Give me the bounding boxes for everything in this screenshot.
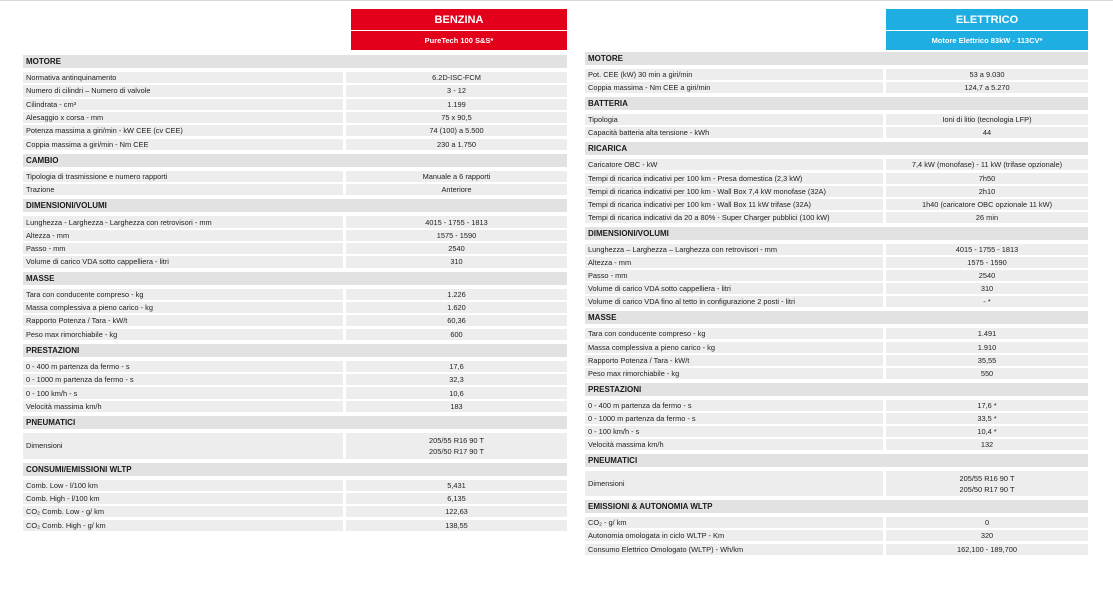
spec-label: Rapporto Potenza / Tara - kW/t [23, 315, 343, 326]
spec-row [585, 270, 1088, 281]
spec-value-line: 550 [980, 368, 994, 378]
spec-value [886, 368, 1088, 379]
spec-value-line: 1575 - 1590 [436, 230, 477, 240]
spec-value [886, 439, 1088, 450]
spec-value [346, 72, 567, 83]
spec-label: Comb. High - l/100 km [23, 493, 343, 504]
spec-label: Peso max rimorchiabile - kg [23, 329, 343, 340]
spec-value-line: Manuale a 6 rapporti [422, 171, 491, 181]
spec-value [886, 530, 1088, 541]
spec-label: Tara con conducente compreso - kg [585, 328, 883, 339]
spec-row [23, 302, 567, 313]
spec-value [346, 139, 567, 150]
spec-value [886, 283, 1088, 294]
spec-row [585, 283, 1088, 294]
spec-value [886, 114, 1088, 125]
spec-value [886, 471, 1088, 496]
spec-value-line: 3 - 12 [447, 86, 466, 96]
spec-value [346, 230, 567, 241]
spec-value-line: 2540 [448, 244, 465, 254]
spec-label: 0 - 1000 m partenza da fermo - s [585, 413, 883, 424]
section-header: PNEUMATICI [585, 454, 1088, 467]
spec-label: Alesaggio x corsa - mm [23, 112, 343, 123]
spec-value-line: 74 (100) a 5.500 [429, 126, 484, 136]
spec-value-line: 320 [980, 531, 994, 541]
spec-value-line: 122,63 [445, 507, 468, 517]
spec-row [23, 85, 567, 96]
spec-value [886, 173, 1088, 184]
spec-value [346, 329, 567, 340]
spec-value [346, 256, 567, 267]
spec-label: 0 - 100 km/h - s [23, 387, 343, 398]
spec-value-line: Ioni di litio (tecnologia LFP) [942, 115, 1032, 125]
spec-value-line: 10,4 * [977, 427, 997, 436]
spec-value [886, 257, 1088, 268]
spec-row [23, 289, 567, 300]
spec-label: Lunghezza – Larghezza – Larghezza con retrovisori - mm [585, 244, 883, 255]
spec-label: Normativa antinquinamento [23, 72, 343, 83]
spec-value-line: 1575 - 1590 [967, 258, 1007, 267]
spec-value [886, 355, 1088, 366]
elettrico-engine-label: Motore Elettrico 83kW - 113CV* [886, 31, 1088, 50]
spec-label: Tempi di ricarica indicativi per 100 km - Presa domestica (2,3 kW) [585, 173, 883, 184]
spec-value-line: 53 a 9.030 [969, 70, 1005, 79]
spec-row [585, 69, 1088, 80]
spec-value-line: 5,431 [447, 480, 466, 490]
spec-value-line: 1.620 [447, 303, 466, 313]
spec-value-line: 60,36 [447, 316, 466, 326]
spec-value-line: 205/50 R17 90 T [429, 446, 484, 456]
spec-label: Tipologia di trasmissione e numero rapporti [23, 171, 343, 182]
top-rule [0, 0, 1113, 1]
spec-value-line: 138,55 [445, 520, 468, 530]
benzina-engine-label: PureTech 100 S&S* [351, 31, 567, 50]
spec-label: Coppia massima - Nm CEE a giri/min [585, 82, 883, 93]
spec-row [585, 186, 1088, 197]
spec-value-line: 33,5 * [977, 413, 997, 423]
spec-row [585, 400, 1088, 411]
spec-value-line: 2540 [978, 271, 996, 281]
spec-value [886, 212, 1088, 223]
spec-value-line: 1.199 [447, 99, 466, 109]
spec-row [23, 72, 567, 83]
spec-row [23, 112, 567, 123]
spec-label: Peso max rimorchiabile - kg [585, 368, 883, 379]
section-header: MASSE [585, 311, 1088, 324]
spec-value-line: 132 [980, 440, 994, 450]
spec-row [23, 99, 567, 110]
spec-row [585, 439, 1088, 450]
spec-row [585, 517, 1088, 528]
spec-value-line: 4015 - 1755 - 1813 [955, 244, 1019, 254]
spec-value-line: 26 min [975, 212, 999, 222]
spec-value-line: 7h50 [978, 173, 996, 183]
spec-row [23, 243, 567, 254]
spec-value-line: 2h10 [978, 186, 996, 196]
spec-value-line: - * [983, 297, 991, 307]
spec-label: Altezza - mm [23, 230, 343, 241]
spec-label: Volume di carico VDA sotto cappelliera - litri [23, 256, 343, 267]
spec-label: Velocità massima km/h [585, 439, 883, 450]
spec-value [886, 517, 1088, 528]
spec-label: Altezza - mm [585, 257, 883, 268]
spec-row [23, 125, 567, 136]
spec-value-line: 162,100 - 189,700 [957, 544, 1017, 554]
spec-label: Consumo Elettrico Omologato (WLTP) - Wh/km [585, 544, 883, 555]
spec-value [346, 480, 567, 491]
spec-label: 0 - 400 m partenza da fermo - s [585, 400, 883, 411]
spec-value [886, 413, 1088, 424]
spec-label: Capacità batteria alta tensione - kWh [585, 127, 883, 138]
spec-value-line: 17,6 * [977, 400, 997, 410]
spec-row [23, 361, 567, 372]
spec-value [346, 387, 567, 398]
spec-row [585, 413, 1088, 424]
spec-label: 0 - 100 km/h - s [585, 426, 883, 437]
spec-value [886, 82, 1088, 93]
spec-value [346, 99, 567, 110]
spec-label: Potenza massima a giri/min - kW CEE (cv CEE) [23, 125, 343, 136]
spec-label: Tempi di ricarica indicativi per 100 km - Wall Box 11 kW trifase (32A) [585, 199, 883, 210]
spec-row [23, 315, 567, 326]
spec-row [585, 426, 1088, 437]
spec-row [23, 506, 567, 517]
spec-value-line: 10,6 [449, 388, 464, 398]
spec-label: CO₂ Comb. Low - g/ km [23, 506, 343, 517]
section-header: EMISSIONI & AUTONOMIA WLTP [585, 500, 1088, 513]
spec-row [23, 401, 567, 412]
spec-row [23, 230, 567, 241]
spec-row [585, 328, 1088, 339]
section-header: MOTORE [23, 55, 567, 68]
spec-row [585, 82, 1088, 93]
spec-value [346, 289, 567, 300]
spec-label: Caricatore OBC - kW [585, 159, 883, 170]
spec-label: Comb. Low - l/100 km [23, 480, 343, 491]
spec-label: Cilindrata - cm³ [23, 99, 343, 110]
spec-row [23, 329, 567, 340]
spec-label: Passo - mm [585, 270, 883, 281]
section-header: MASSE [23, 272, 567, 285]
spec-value-line: Anteriore [441, 185, 472, 195]
spec-value [886, 186, 1088, 197]
section-header: BATTERIA [585, 97, 1088, 110]
spec-label: Rapporto Potenza / Tara - kW/t [585, 355, 883, 366]
spec-value-line: 7,4 kW (monofase) - 11 kW (trifase opzionale) [911, 160, 1063, 170]
spec-value [346, 125, 567, 136]
section-header: DIMENSIONI/VOLUMI [23, 199, 567, 212]
spec-value-line: 0 [984, 518, 990, 528]
spec-label: Lunghezza - Larghezza - Larghezza con retrovisori - mm [23, 216, 343, 227]
section-header: PRESTAZIONI [585, 383, 1088, 396]
spec-row [585, 199, 1088, 210]
spec-label: Velocità massima km/h [23, 401, 343, 412]
spec-row [585, 471, 1088, 496]
spec-value [886, 400, 1088, 411]
spec-label: Trazione [23, 184, 343, 195]
spec-value-line: 4015 - 1755 - 1813 [425, 217, 488, 227]
spec-row [23, 256, 567, 267]
section-header: CAMBIO [23, 154, 567, 167]
spec-row [23, 216, 567, 227]
spec-value-line: 6,135 [447, 494, 466, 504]
spec-row [585, 159, 1088, 170]
spec-value [886, 342, 1088, 353]
section-header: PNEUMATICI [23, 416, 567, 429]
spec-value [346, 361, 567, 372]
spec-value [886, 544, 1088, 555]
spec-value [886, 199, 1088, 210]
spec-value [346, 112, 567, 123]
spec-row [23, 374, 567, 385]
spec-row [585, 355, 1088, 366]
spec-label: Dimensioni [23, 433, 343, 459]
spec-value [346, 493, 567, 504]
spec-value [886, 244, 1088, 255]
spec-row [23, 520, 567, 531]
spec-value-line: 205/55 R16 90 T [959, 473, 1015, 483]
spec-label: 0 - 1000 m partenza da fermo - s [23, 374, 343, 385]
spec-label: Passo - mm [23, 243, 343, 254]
spec-value-line: 44 [982, 128, 992, 138]
spec-row [585, 244, 1088, 255]
spec-value-line: 17,6 [449, 361, 464, 371]
spec-label: Volume di carico VDA fino al tetto in configurazione 2 posti - litri [585, 296, 883, 307]
spec-label: Numero di cilindri – Numero di valvole [23, 85, 343, 96]
spec-value-line: 310 [980, 284, 994, 294]
spec-label: CO₂ - g/ km [585, 517, 883, 528]
section-header: CONSUMI/EMISSIONI WLTP [23, 463, 567, 476]
spec-value-line: 205/50 R17 90 T [959, 484, 1015, 494]
spec-label: Tara con conducente compreso - kg [23, 289, 343, 300]
spec-value [886, 270, 1088, 281]
section-header: PRESTAZIONI [23, 344, 567, 357]
spec-value-line: 32,3 [449, 375, 464, 385]
spec-value [346, 302, 567, 313]
spec-label: Dimensioni [585, 471, 883, 496]
spec-label: CO₂ Comb. High - g/ km [23, 520, 343, 531]
spec-value-line: 1h40 (caricatore OBC opzionale 11 kW) [921, 199, 1053, 209]
spec-value [886, 159, 1088, 170]
section-header: MOTORE [585, 52, 1088, 65]
spec-value [886, 426, 1088, 437]
spec-value-line: 310 [450, 257, 463, 267]
spec-row [585, 114, 1088, 125]
spec-value-line: 1.910 [977, 342, 997, 352]
spec-row [585, 212, 1088, 223]
spec-row [585, 257, 1088, 268]
spec-value [346, 216, 567, 227]
spec-value-line: 600 [450, 329, 463, 339]
elettrico-header: ELETTRICO [886, 9, 1088, 30]
spec-value [886, 69, 1088, 80]
benzina-header: BENZINA [351, 9, 567, 30]
spec-value [346, 243, 567, 254]
spec-value [886, 328, 1088, 339]
section-header: RICARICA [585, 142, 1088, 155]
spec-row [585, 530, 1088, 541]
spec-row [585, 296, 1088, 307]
spec-label: Volume di carico VDA sotto cappelliera - litri [585, 283, 883, 294]
spec-value-line: 230 a 1.750 [436, 139, 477, 149]
spec-label: Tipologia [585, 114, 883, 125]
spec-row [23, 493, 567, 504]
spec-row [23, 480, 567, 491]
spec-label: Massa complessiva a pieno carico - kg [23, 302, 343, 313]
spec-row [585, 368, 1088, 379]
spec-value-line: 75 x 90,5 [441, 113, 472, 123]
spec-label: Tempi di ricarica indicativi da 20 a 80% - Super Charger pubblici (100 kW) [585, 212, 883, 223]
spec-value [346, 433, 567, 459]
spec-label: Massa complessiva a pieno carico - kg [585, 342, 883, 353]
spec-value [346, 171, 567, 182]
spec-label: Coppia massima a giri/min - Nm CEE [23, 139, 343, 150]
spec-row [23, 184, 567, 195]
spec-row [23, 171, 567, 182]
spec-value-line: 205/55 R16 90 T [429, 435, 484, 445]
spec-row [585, 173, 1088, 184]
spec-value-line: 1.226 [447, 289, 466, 299]
spec-row [585, 544, 1088, 555]
spec-value [346, 520, 567, 531]
spec-label: Tempi di ricarica indicativi per 100 km - Wall Box 7,4 kW monofase (32A) [585, 186, 883, 197]
spec-value [346, 401, 567, 412]
spec-value [346, 374, 567, 385]
spec-row [23, 139, 567, 150]
spec-value-line: 35,55 [977, 355, 997, 365]
spec-row [585, 342, 1088, 353]
spec-row [23, 387, 567, 398]
spec-value-line: 124,7 a 5.270 [964, 83, 1010, 93]
spec-row [23, 433, 567, 459]
spec-value [346, 85, 567, 96]
spec-value-line: 6.2D-ISC-FCM [432, 73, 481, 83]
spec-value [886, 127, 1088, 138]
spec-label: Pot. CEE (kW) 30 min a giri/min [585, 69, 883, 80]
spec-value [886, 296, 1088, 307]
spec-value [346, 315, 567, 326]
spec-value [346, 506, 567, 517]
spec-label: 0 - 400 m partenza da fermo - s [23, 361, 343, 372]
spec-value-line: 183 [450, 401, 463, 411]
spec-value-line: 1.491 [977, 329, 997, 339]
section-header: DIMENSIONI/VOLUMI [585, 227, 1088, 240]
spec-row [585, 127, 1088, 138]
spec-label: Autonomia omologata in ciclo WLTP - Km [585, 530, 883, 541]
spec-value [346, 184, 567, 195]
